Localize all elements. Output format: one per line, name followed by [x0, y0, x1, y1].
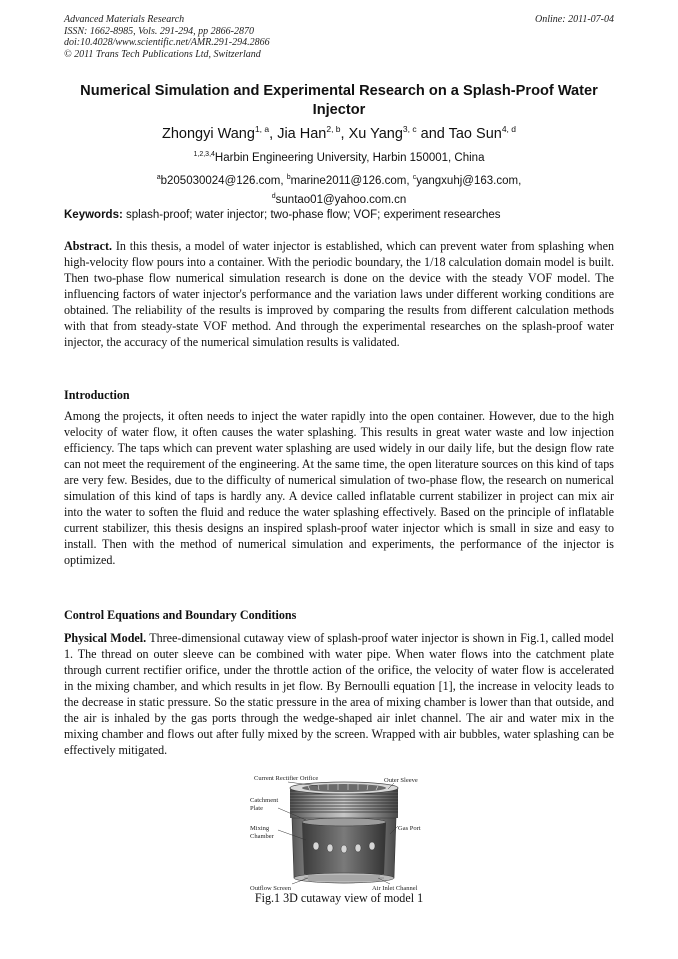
- author-name: Xu Yang: [348, 125, 403, 142]
- keywords-label: Keywords:: [64, 209, 123, 221]
- copyright-line: © 2011 Trans Tech Publications Ltd, Switzerland: [64, 48, 261, 60]
- email-link[interactable]: marine2011@126.com: [290, 174, 407, 187]
- author-name: Jia Han: [277, 125, 327, 142]
- label-outflow-screen: Outflow Screen: [250, 885, 291, 892]
- abstract-label: Abstract.: [64, 239, 113, 253]
- label-outer-sleeve: Outer Sleeve: [384, 777, 418, 784]
- introduction-text: Among the projects, it often needs to inject the water rapidly into the open container. However, due to the high velocity of water flow, it often causes the water splashing. This results in great water waste and low injection efficiency. The taps which can prevent water splashing are used widely in our daily life, but the design flow rate can not meet the requirement of the engineering. At the same time, the open literature sources on this kind of taps are very few. Besides, due to the difficulty of numerical simulation of two-phase flow, the research on numerical simulation of this kind of taps is hardly any. A device called inflatable current stabilizer in project can mix air into the water to soften the fluid and reduce the water splashing effectively. Based on the principle of inflatable current stabilizer, this thesis designs an inspired splash-proof water injector which is small in size and easy to install. Then with the method of numerical simulation and experiments, the performance of the injector is optimized.: [64, 409, 614, 567]
- author-sup: 4, d: [501, 124, 517, 134]
- author-name: Tao Sun: [448, 125, 502, 142]
- online-date: Online: 2011-07-04: [535, 14, 614, 25]
- mixing-chamber-shape: [292, 818, 396, 883]
- introduction-heading: Introduction: [64, 388, 130, 402]
- abstract-text: In this thesis, a model of water injector is established, which can prevent water from splashing when high-velocity flow pours into a container. With the periodic boundary, the 1/18 calculation domain model is built. Then two-phase flow numerical simulation research is done on the device with the steady VOF model. The influencing factors of water injector's performance and the variation laws under different working conditions are obtained. The reliability of the results is improved by comparing the results from different calculation methods with that from steady-state VOF method. And through the experimental researches on the splash-proof water injector, the accuracy of the numerical simulation results is validated.: [64, 239, 614, 349]
- issn-line: ISSN: 1662-8985, Vols. 291-294, pp 2866-2870: [64, 25, 254, 37]
- email-list: $^a$b205030024@126.com, $^b$marine2011@126.com, $^c$yangxuhj@163.com, $^d$suntao01@yahoo.com.cn: [156, 174, 522, 206]
- keywords: [64, 209, 614, 221]
- figure-injector-cutaway: [248, 774, 432, 894]
- label-catchment-plate: Catchment: [250, 797, 279, 804]
- journal-header: [64, 14, 270, 60]
- author-name: Zhongyi Wang: [161, 125, 255, 142]
- physical-model-text: Three-dimensional cutaway view of splash-proof water injector is shown in Fig.1, called model 1. The thread on outer sleeve can be combined with water pipe. When water flows into the catchment plate through current rectifier orifice, under the throttle action of the orifice, the velocity of water flow is accelerated in the mixing chamber, and which results in jet flow. By Bernoulli equation [1], the increase in velocity leads to the decrease in static pressure. So the static pressure in the area of mixing chamber is lower than that outside, and the air is inhaled by the gas ports through the wedge-shaped air inlet channel. The air and water mix in the mixing chamber and flows out after fully mixed by the screen. Wrapped with air bubbles, water splashing can be effectively mitigated.: [64, 631, 614, 757]
- abstract: [64, 238, 614, 350]
- control-equations-heading: Control Equations and Boundary Conditions: [64, 608, 297, 622]
- email-link[interactable]: yangxuhj@163.com: [416, 174, 519, 187]
- doi-line: doi:10.4028/www.scientific.net/AMR.291-294.2866: [64, 37, 270, 48]
- outer-sleeve-shape: [290, 782, 398, 818]
- label-catchment-plate-2: Plate: [250, 805, 263, 812]
- keywords-text: splash-proof; water injector; two-phase flow; VOF; experiment researches: [126, 209, 501, 221]
- author-list: Zhongyi Wang$^{1, a}$, Jia Han$^{2, b}$, Xu Yang$^{3, c}$ and Tao Sun$^{4, d}$: [161, 124, 517, 142]
- physical-model-paragraph: [64, 630, 614, 758]
- figure-caption: Fig.1 3D cutaway view of model 1: [254, 891, 424, 905]
- author-sup: 2, b: [326, 124, 341, 134]
- label-current-rectifier-orifice: Current Rectifier Orifice: [254, 775, 319, 782]
- journal-name: Advanced Materials Research: [64, 14, 185, 25]
- affiliation: $^{1,2,3,4}$Harbin Engineering University, Harbin 150001, China: [193, 151, 485, 164]
- label-mixing-chamber: Mixing: [250, 825, 270, 832]
- email-link[interactable]: b205030024@126.com: [160, 174, 281, 187]
- label-mixing-chamber-2: Chamber: [250, 833, 274, 840]
- author-sup: 1, a: [254, 124, 270, 134]
- label-air-inlet-channel: Air Inlet Channel: [372, 885, 418, 892]
- label-gas-port: Gas Port: [398, 825, 421, 832]
- author-sup: 3, c: [402, 124, 417, 134]
- physical-model-label: Physical Model.: [64, 631, 147, 645]
- paper-title: Numerical Simulation and Experimental Research on a Splash-Proof Water Injector: [80, 83, 598, 118]
- email-link[interactable]: suntao01@yahoo.com.cn: [275, 193, 407, 206]
